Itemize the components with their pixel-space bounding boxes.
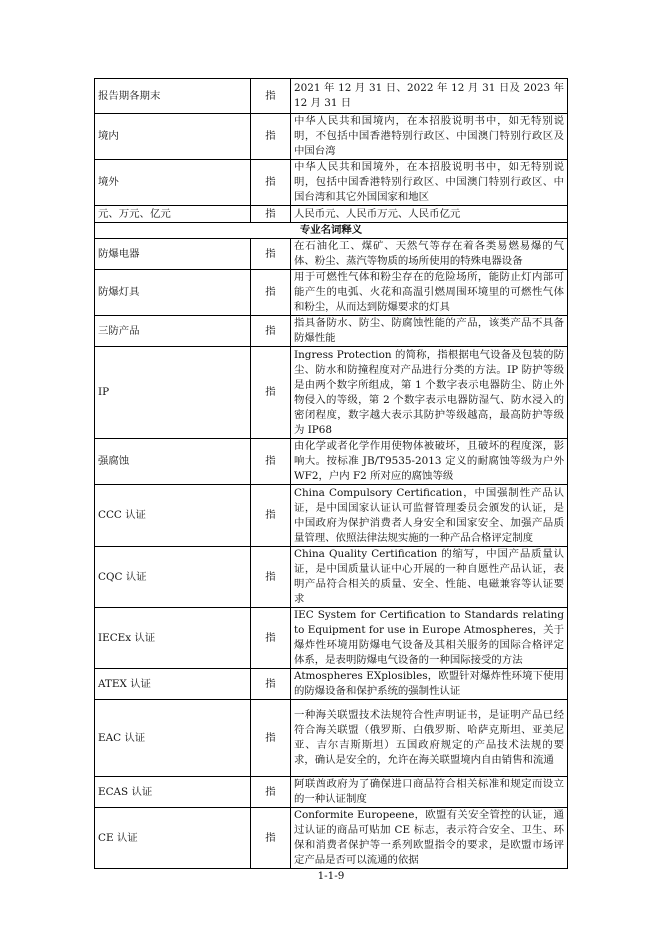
definition-cell: 阿联酋政府为了确保进口商品符合相关标准和规定而设立的一种认证制度 [291, 777, 568, 808]
definition-cell: Atmospheres EXplosibles，欧盟针对爆炸性环境下使用的防爆设备和保护系统的强制性认证 [291, 669, 568, 700]
ref-cell: 指 [251, 114, 291, 160]
table-row [95, 608, 568, 669]
term-cell: 防爆灯具 [95, 270, 251, 316]
ref-cell: 指 [251, 239, 291, 270]
definition-cell: China Quality Certification 的缩写，中国产品质量认证，是中国质量认证中心开展的一种自愿性产品认证，表明产品符合相关的质量、安全、性能、电磁兼容等认证要求 [291, 547, 568, 608]
ref-cell: 指 [251, 316, 291, 347]
ref-cell: 指 [251, 347, 291, 439]
section-title: 专业名词释义 [95, 223, 568, 239]
ref-cell: 指 [251, 485, 291, 547]
ref-cell: 指 [251, 808, 291, 869]
definition-cell: 一种海关联盟技术法规符合性声明证书，是证明产品已经符合海关联盟（俄罗斯、白俄罗斯、哈萨克斯坦、亚美尼亚、吉尔吉斯斯坦）五国政府规定的产品技术法规的要求，确认是安全的，允许在海关联盟境内自由销售和流通 [291, 700, 568, 777]
table-row [95, 347, 568, 439]
ref-cell: 指 [251, 700, 291, 777]
term-cell: 防爆电器 [95, 239, 251, 270]
table-row [95, 79, 568, 114]
term-cell: CQC 认证 [95, 547, 251, 608]
table-row [95, 669, 568, 700]
ref-cell: 指 [251, 608, 291, 669]
table-row [95, 808, 568, 869]
ref-cell: 指 [251, 270, 291, 316]
definition-cell: 2021 年 12 月 31 日、2022 年 12 月 31 日及 2023 年 12 月 31 日 [291, 79, 568, 114]
definition-cell: China Compulsory Certification，中国强制性产品认证，是中国国家认证认可监督管理委员会颁发的认证，是中国政府为保护消费者人身安全和国家安全、加强产品质量管理、依照法律法规实施的一种产品合格评定制度 [291, 485, 568, 547]
ref-cell: 指 [251, 79, 291, 114]
term-cell: 境外 [95, 160, 251, 206]
table-row [95, 700, 568, 777]
definition-cell: 在石油化工、煤矿、天然气等存在着各类易燃易爆的气体、粉尘、蒸汽等物质的场所使用的特殊电器设备 [291, 239, 568, 270]
table-row [95, 206, 568, 223]
definition-cell: Conformite Europeene，欧盟有关安全管控的认证，通过认证的商品可贴加 CE 标志，表示符合安全、卫生、环保和消费者保护等一系列欧盟指令的要求，是欧盟市场评定产品是否可以流通的依据 [291, 808, 568, 869]
term-cell: ATEX 认证 [95, 669, 251, 700]
table-row [95, 777, 568, 808]
term-cell: 强腐蚀 [95, 439, 251, 485]
table-row [95, 160, 568, 206]
definition-cell: 指具备防水、防尘、防腐蚀性能的产品，该类产品不具备防爆性能 [291, 316, 568, 347]
term-cell: ECAS 认证 [95, 777, 251, 808]
definitions-table [94, 78, 568, 869]
table-row [95, 316, 568, 347]
definition-cell: IEC System for Certification to Standards relating to Equipment for use in Europe Atmospheres，关于爆炸性环境用防爆电气设备及其相关服务的国际合格评定体系，是表明防爆电气设备的一种国际接受的方法 [291, 608, 568, 669]
table-row [95, 270, 568, 316]
term-cell: IECEx 认证 [95, 608, 251, 669]
term-cell: 报告期各期末 [95, 79, 251, 114]
term-cell: CCC 认证 [95, 485, 251, 547]
ref-cell: 指 [251, 547, 291, 608]
definition-cell: 中华人民共和国境内，在本招股说明书中，如无特别说明，不包括中国香港特别行政区、中国澳门特别行政区及中国台湾 [291, 114, 568, 160]
definition-cell: 人民币元、人民币万元、人民币亿元 [291, 206, 568, 223]
table-row [95, 547, 568, 608]
table-row [95, 239, 568, 270]
ref-cell: 指 [251, 206, 291, 223]
page-number: 1-1-9 [317, 870, 345, 882]
table-row [95, 114, 568, 160]
term-cell: IP [95, 347, 251, 439]
table-row [95, 485, 568, 547]
term-cell: CE 认证 [95, 808, 251, 869]
definition-cell: Ingress Protection 的简称，指根据电气设备及包装的防尘、防水和防撞程度对产品进行分类的方法。IP 防护等级是由两个数字所组成，第 1 个数字表示电器防尘、防止外物侵入的等级，第 2 个数字表示电器防湿气、防水浸入的密闭程度，数字越大表示其防护等级越高，最高防护等级为 IP68 [291, 347, 568, 439]
definition-cell: 由化学或者化学作用使物体被破坏，且破坏的程度深，影响大。按标准 JB/T9535-2013 定义的耐腐蚀等级为户外 WF2，户内 F2 所对应的腐蚀等级 [291, 439, 568, 485]
term-cell: 境内 [95, 114, 251, 160]
ref-cell: 指 [251, 439, 291, 485]
section-header-row [95, 223, 568, 239]
term-cell: 三防产品 [95, 316, 251, 347]
ref-cell: 指 [251, 160, 291, 206]
definition-cell: 中华人民共和国境外，在本招股说明书中，如无特别说明，包括中国香港特别行政区、中国澳门特别行政区、中国台湾和其它外国国家和地区 [291, 160, 568, 206]
ref-cell: 指 [251, 777, 291, 808]
definition-cell: 用于可燃性气体和粉尘存在的危险场所，能防止灯内部可能产生的电弧、火花和高温引燃周围环境里的可燃性气体和粉尘，从而达到防爆要求的灯具 [291, 270, 568, 316]
ref-cell: 指 [251, 669, 291, 700]
term-cell: 元、万元、亿元 [95, 206, 251, 223]
table-row [95, 439, 568, 485]
term-cell: EAC 认证 [95, 700, 251, 777]
